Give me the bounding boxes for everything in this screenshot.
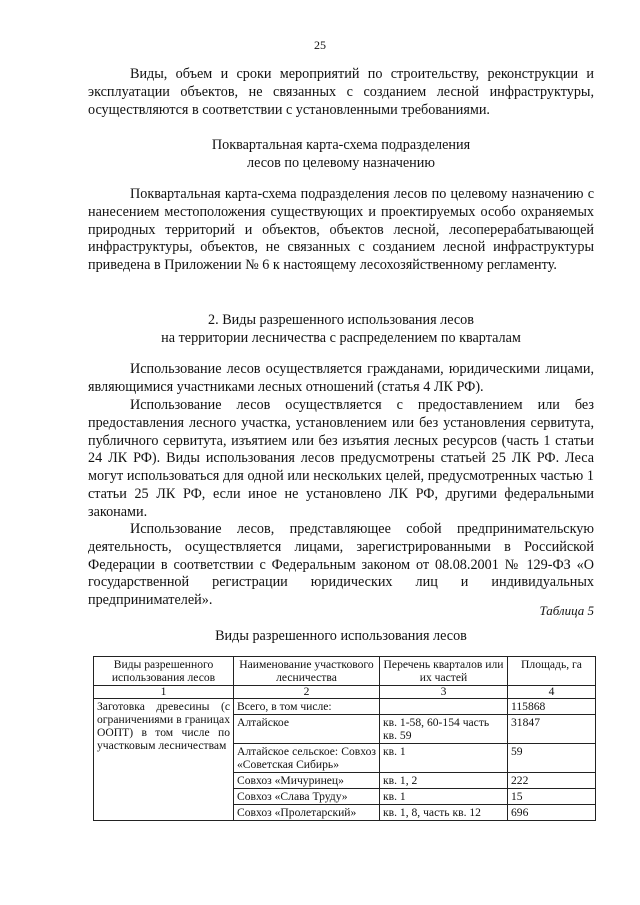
paragraph-use-3: Использование лесов, представляющее собой предпринимательскую деятельность, осуществляется лицами, зарегистрированными в Российской Федерации в соответствии с Федеральным законом от 08.08.2001 № 129-ФЗ «О государственной регистрации юридических лиц и индивидуальных предпринимателей».	[88, 521, 594, 609]
forest-use-table	[93, 656, 596, 821]
heading-section-2-line2: на территории лесничества с распределением по кварталам	[161, 330, 521, 346]
forestry-name-cell: Совхоз «Пролетарский»	[234, 805, 380, 821]
area-cell: 31847	[508, 715, 596, 744]
table-header-row	[94, 657, 596, 686]
quarters-cell: кв. 1-58, 60-154 часть кв. 59	[380, 715, 508, 744]
heading-map-line1: Поквартальная карта-схема подразделения	[211, 137, 471, 153]
area-cell: 59	[508, 744, 596, 773]
area-cell: 15	[508, 789, 596, 805]
column-number: 3	[380, 686, 508, 699]
forestry-name-cell: Алтайское сельское: Совхоз «Советская Сибирь»	[234, 744, 380, 773]
forestry-name-cell: Совхоз «Слава Труду»	[234, 789, 380, 805]
area-cell: 222	[508, 773, 596, 789]
quarters-cell: кв. 1	[380, 789, 508, 805]
column-number: 1	[94, 686, 234, 699]
quarters-cell: кв. 1, 8, часть кв. 12	[380, 805, 508, 821]
header-quarters: Перечень кварталов или их частей	[380, 657, 508, 686]
heading-map-line2: лесов по целевому назначению	[247, 155, 435, 171]
table-label: Таблица 5	[539, 603, 594, 618]
header-area: Площадь, га	[508, 657, 596, 686]
table-row	[94, 699, 596, 715]
paragraph-map: Поквартальная карта-схема подразделения лесов по целевому назначению с нанесением местоположения существующих и проектируемых особо охраняемых природных территорий и объектов, объектов лесной, лесоперерабатывающей инфраструктуры, объектов, не связанных с созданием лесной инфраструктуры приведена в Приложении № 6 к настоящему лесохозяйственному регламенту.	[88, 186, 594, 274]
heading-map	[88, 136, 594, 172]
header-use-type: Виды разрешенного использования лесов	[94, 657, 234, 686]
paragraph-use-1: Использование лесов осуществляется гражданами, юридическими лицами, являющимися участниками лесных отношений (статья 4 ЛК РФ).	[88, 361, 594, 395]
quarters-cell	[380, 699, 508, 715]
area-cell: 115868	[508, 699, 596, 715]
paragraph-use-2: Использование лесов осуществляется с предоставлением или без предоставления лесного участка, установлением или без установления сервитута, публичного сервитута, изъятием или без изъятия лесных ресурсов (часть 1 статьи 24 ЛК РФ). Виды использования лесов предусмотрены статьей 25 ЛК РФ. Леса могут использоваться для одной или нескольких целей, предусмотренных частью 1 статьи 25 ЛК РФ, если иное не установлено ЛК РФ, другими федеральными законами.	[88, 397, 594, 520]
quarters-cell: кв. 1	[380, 744, 508, 773]
quarters-cell: кв. 1, 2	[380, 773, 508, 789]
paragraph-intro: Виды, объем и сроки мероприятий по строительству, реконструкции и эксплуатации объектов, не связанных с созданием лесной инфраструктуры, осуществляются в соответствии с установленными требованиями.	[88, 66, 594, 118]
area-cell: 696	[508, 805, 596, 821]
table-column-numbers	[94, 686, 596, 699]
column-number: 4	[508, 686, 596, 699]
heading-section-2-line1: 2. Виды разрешенного использования лесов	[208, 312, 474, 328]
forestry-name-cell: Совхоз «Мичуринец»	[234, 773, 380, 789]
table-title: Виды разрешенного использования лесов	[215, 628, 467, 644]
forestry-name-cell: Всего, в том числе:	[234, 699, 380, 715]
page-number: 25	[314, 38, 326, 52]
forestry-name-cell: Алтайское	[234, 715, 380, 744]
header-forestry-name: Наименование участкового лесничества	[234, 657, 380, 686]
use-type-cell: Заготовка древесины (с ограничениями в границах ООПТ) в том числе по участковым лесничествам	[94, 699, 234, 821]
heading-section-2	[88, 311, 594, 347]
column-number: 2	[234, 686, 380, 699]
